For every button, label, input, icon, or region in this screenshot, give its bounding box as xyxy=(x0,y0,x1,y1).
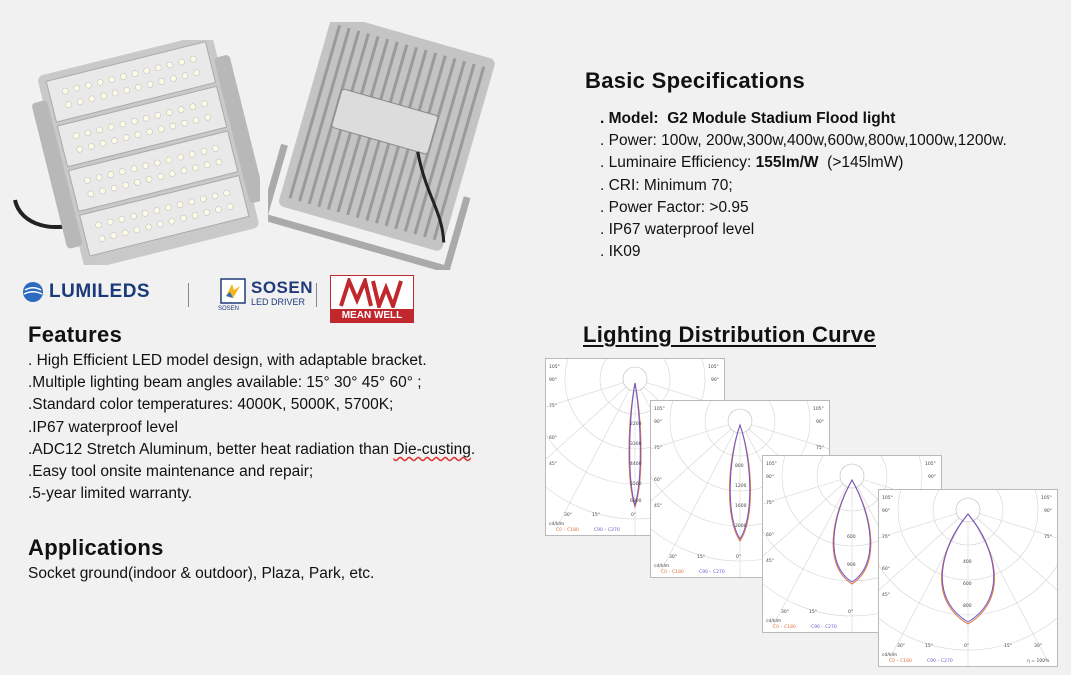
polar-angle-label: 75° xyxy=(816,446,824,451)
polar-angle-label: 0° xyxy=(631,513,637,518)
feature-item: .Easy tool onsite maintenance and repair; xyxy=(28,463,314,481)
polar-angle-label: 30° xyxy=(897,644,905,649)
floodlight-front-image xyxy=(10,40,260,265)
sosen-small-text: SOSEN xyxy=(218,306,240,312)
polar-angle-label: 45° xyxy=(654,504,662,509)
feature-item-aluminum xyxy=(28,439,475,461)
spec-cri: . CRI: Minimum 70; xyxy=(600,176,733,194)
polar-angle-label: 90° xyxy=(882,509,890,514)
spec-power: . Power: 100w, 200w,300w,400w,600w,800w,1000w,1200w. xyxy=(600,132,1007,150)
polar-unit-label: cd/klm xyxy=(882,653,898,658)
partner-logos xyxy=(22,275,422,323)
polar-legend-c90: C90 – C270 xyxy=(927,659,953,664)
polar-legend-c0: C0 – C180 xyxy=(773,625,796,630)
polar-angle-label: 15° xyxy=(809,610,817,615)
polar-angle-label: 105° xyxy=(882,496,893,501)
polar-angle-label: 60° xyxy=(654,478,662,483)
polar-radial-label: 600 xyxy=(847,535,856,540)
polar-radial-label: 1200 xyxy=(735,484,747,489)
polar-angle-label: 15° xyxy=(697,555,705,560)
meanwell-logo xyxy=(330,275,414,323)
polar-angle-label: 45° xyxy=(549,462,557,467)
polar-angle-label: 60° xyxy=(766,533,774,538)
features-heading: Features xyxy=(28,322,123,347)
spec-model-label: . Model: xyxy=(600,110,659,127)
feature-aluminum-end: . xyxy=(470,440,476,458)
spec-ik-rating: . IK09 xyxy=(600,243,641,261)
feature-aluminum-text: .ADC12 Stretch Aluminum, better heat radiation than xyxy=(28,440,394,458)
polar-angle-label: 105° xyxy=(766,462,777,467)
polar-angle-label: 30° xyxy=(669,555,677,560)
polar-radial-label: 4400 xyxy=(630,462,642,467)
polar-radial-label: 6000 xyxy=(630,499,642,504)
polar-angle-label: 15° xyxy=(925,644,933,649)
lumileds-globe-icon xyxy=(22,281,44,303)
spec-efficiency-label: . Luminaire Efficiency: xyxy=(600,154,752,172)
specifications-list xyxy=(600,108,1007,263)
lumileds-text: LUMILEDS xyxy=(49,281,151,302)
spec-efficiency xyxy=(600,152,1007,174)
polar-efficiency-label: η = 100% xyxy=(1027,659,1050,664)
polar-angle-label: 90° xyxy=(816,420,824,425)
polar-angle-label: 75° xyxy=(882,535,890,540)
polar-legend-c90: C90 – C270 xyxy=(594,528,620,533)
sosen-text: SOSEN xyxy=(251,278,314,297)
spec-efficiency-value: 155lm/W xyxy=(755,154,819,172)
polar-angle-label: 0° xyxy=(848,610,854,615)
polar-angle-label: 45° xyxy=(882,593,890,598)
feature-item: .Multiple lighting beam angles available: 15° 30° 45° 60° ; xyxy=(28,374,422,392)
polar-angle-label: 90° xyxy=(549,378,557,383)
polar-angle-label: 90° xyxy=(766,475,774,480)
polar-angle-label: 75° xyxy=(549,404,557,409)
polar-angle-label: 90° xyxy=(1044,509,1052,514)
polar-angle-label: 30° xyxy=(564,513,572,518)
polar-radial-label: 600 xyxy=(963,582,972,587)
feature-item: .5-year limited warranty. xyxy=(28,485,193,503)
sosen-subtext: LED DRIVER xyxy=(251,297,306,307)
spec-power-factor: . Power Factor: >0.95 xyxy=(600,198,749,216)
polar-radial-label: 400 xyxy=(963,560,972,565)
meanwell-mw-icon xyxy=(337,278,407,308)
polar-radial-label: 3300 xyxy=(630,442,642,447)
feature-item: .IP67 waterproof level xyxy=(28,418,178,436)
logo-divider xyxy=(316,283,317,307)
polar-angle-label: 105° xyxy=(925,462,936,467)
polar-legend-c90: C90 – C270 xyxy=(699,570,725,575)
features-list xyxy=(28,350,475,505)
polar-angle-label: 30° xyxy=(1034,644,1042,649)
polar-unit-label: cd/klm xyxy=(549,522,565,527)
polar-angle-label: 90° xyxy=(711,378,719,383)
basic-specifications-heading: Basic Specifications xyxy=(585,68,805,93)
polar-radial-label: 2200 xyxy=(630,422,642,427)
sosen-logo xyxy=(218,278,330,314)
feature-spellcheck-word: Die-custing xyxy=(393,440,471,458)
polar-radial-label: 900 xyxy=(847,563,856,568)
polar-radial-label: 5500 xyxy=(630,482,642,487)
polar-radial-label: 1600 xyxy=(735,504,747,509)
polar-angle-label: 90° xyxy=(654,420,662,425)
polar-angle-label: 30° xyxy=(781,610,789,615)
meanwell-text: MEAN WELL xyxy=(331,309,413,322)
floodlight-back-image xyxy=(268,22,498,270)
applications-heading: Applications xyxy=(28,535,164,560)
polar-unit-label: cd/klm xyxy=(654,564,670,569)
polar-angle-label: 105° xyxy=(1041,496,1052,501)
polar-angle-label: 15° xyxy=(592,513,600,518)
polar-chart-60deg xyxy=(878,489,1058,667)
polar-angle-label: 0° xyxy=(964,644,970,649)
polar-angle-label: 75° xyxy=(766,501,774,506)
lumileds-logo xyxy=(22,281,150,303)
polar-radial-label: 800 xyxy=(735,464,744,469)
polar-angle-label: 75° xyxy=(654,446,662,451)
polar-angle-label: 60° xyxy=(549,436,557,441)
spec-efficiency-note: (>145lmW) xyxy=(827,154,904,172)
polar-unit-label: cd/klm xyxy=(766,619,782,624)
feature-item: . High Efficient LED model design, with adaptable bracket. xyxy=(28,352,427,369)
applications-text: Socket ground(indoor & outdoor), Plaza, Park, etc. xyxy=(28,565,375,582)
polar-angle-label: 0° xyxy=(736,555,742,560)
spec-model-value: G2 Module Stadium Flood light xyxy=(667,110,896,127)
spec-model xyxy=(600,108,1007,130)
spec-ip-rating: . IP67 waterproof level xyxy=(600,221,755,239)
polar-angle-label: 105° xyxy=(708,365,719,370)
sosen-mark-icon xyxy=(220,278,246,304)
polar-radial-label: 800 xyxy=(963,604,972,609)
polar-angle-label: 15° xyxy=(1004,644,1012,649)
polar-angle-label: 45° xyxy=(766,559,774,564)
polar-radial-label: 2000 xyxy=(735,524,747,529)
polar-angle-label: 105° xyxy=(549,365,560,370)
polar-legend-c0: C0 – C180 xyxy=(889,659,912,664)
polar-angle-label: 75° xyxy=(1044,535,1052,540)
polar-angle-label: 90° xyxy=(928,475,936,480)
polar-legend-c0: C0 – C180 xyxy=(556,528,579,533)
polar-angle-label: 60° xyxy=(882,567,890,572)
logo-divider xyxy=(188,283,189,307)
polar-legend-c90: C90 – C270 xyxy=(811,625,837,630)
polar-angle-label: 105° xyxy=(654,407,665,412)
polar-legend-c0: C0 – C180 xyxy=(661,570,684,575)
lighting-distribution-heading: Lighting Distribution Curve xyxy=(583,322,876,347)
polar-angle-label: 105° xyxy=(813,407,824,412)
feature-item: .Standard color temperatures: 4000K, 5000K, 5700K; xyxy=(28,396,394,414)
